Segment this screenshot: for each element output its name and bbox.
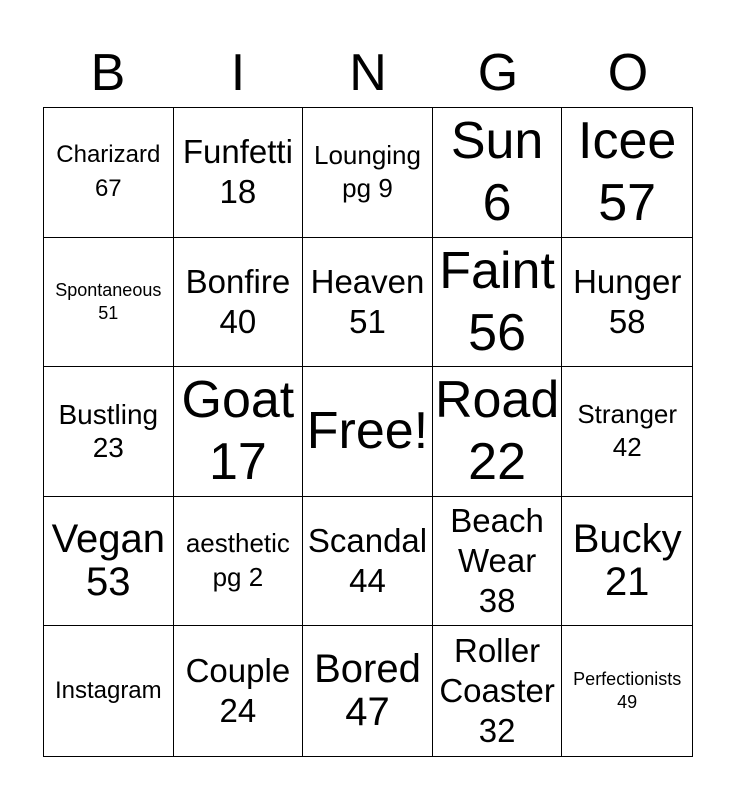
bingo-cell[interactable]	[44, 238, 174, 368]
cell-text: Sun 6	[450, 111, 544, 233]
free-space-text: Free!	[306, 402, 429, 461]
cell-text: Hunger 58	[573, 262, 682, 340]
bingo-cell[interactable]	[44, 626, 174, 756]
bingo-cell[interactable]	[174, 108, 304, 238]
cell-text: Stranger 42	[577, 398, 678, 463]
header-letter-b: B	[90, 44, 126, 102]
bingo-cell[interactable]	[433, 367, 563, 497]
cell-text: Perfectionists 49	[573, 668, 682, 713]
cell-text: Funfetti 18	[182, 133, 293, 211]
cell-text: Vegan 53	[51, 516, 166, 605]
cell-text: Goat 17	[181, 371, 295, 492]
cell-text: Spontaneous 51	[55, 279, 162, 323]
cell-text: aesthetic pg 2	[185, 528, 290, 593]
cell-text: Bustling 23	[58, 398, 159, 464]
cell-text: Beach Wear 38	[450, 501, 544, 620]
bingo-cell[interactable]	[174, 626, 304, 756]
bingo-cell[interactable]	[562, 497, 692, 627]
cell-text: Charizard 67	[56, 141, 161, 203]
bingo-cell[interactable]	[303, 108, 433, 238]
bingo-cell[interactable]	[303, 626, 433, 756]
cell-text: Bucky 21	[572, 516, 682, 605]
bingo-cell[interactable]	[174, 238, 304, 368]
bingo-cell[interactable]	[44, 497, 174, 627]
bingo-cell[interactable]	[433, 497, 563, 627]
header-letter-g: G	[477, 44, 519, 102]
cell-text: Roller Coaster 32	[439, 631, 555, 750]
cell-text: Scandal 44	[307, 521, 428, 600]
bingo-cell[interactable]	[433, 626, 563, 756]
header-letter-o: O	[607, 44, 649, 102]
bingo-cell[interactable]	[562, 108, 692, 238]
bingo-cell[interactable]	[433, 108, 563, 238]
header-letter-n: N	[349, 44, 387, 102]
bingo-cell[interactable]	[303, 497, 433, 627]
bingo-cell[interactable]	[562, 626, 692, 756]
cell-text: Instagram	[54, 677, 162, 705]
header-letter-i: I	[230, 44, 246, 102]
bingo-cell[interactable]	[44, 108, 174, 238]
bingo-cell[interactable]	[562, 238, 692, 368]
bingo-cell[interactable]	[303, 238, 433, 368]
bingo-cell[interactable]	[174, 497, 304, 627]
cell-text: Faint 56	[439, 241, 555, 362]
cell-text: Couple 24	[185, 651, 291, 730]
cell-text: Heaven 51	[310, 262, 425, 340]
bingo-cell[interactable]	[433, 238, 563, 368]
bingo-cell[interactable]	[174, 367, 304, 497]
free-space-cell[interactable]	[303, 367, 433, 497]
bingo-cell[interactable]	[562, 367, 692, 497]
bingo-board	[43, 107, 693, 757]
cell-text: Road 22	[434, 371, 560, 492]
cell-text: Lounging pg 9	[313, 139, 421, 204]
bingo-cell[interactable]	[44, 367, 174, 497]
cell-text: Bored 47	[314, 647, 421, 735]
cell-text: Icee 57	[578, 111, 677, 233]
cell-text: Bonfire 40	[185, 262, 291, 340]
bingo-header	[43, 40, 693, 106]
